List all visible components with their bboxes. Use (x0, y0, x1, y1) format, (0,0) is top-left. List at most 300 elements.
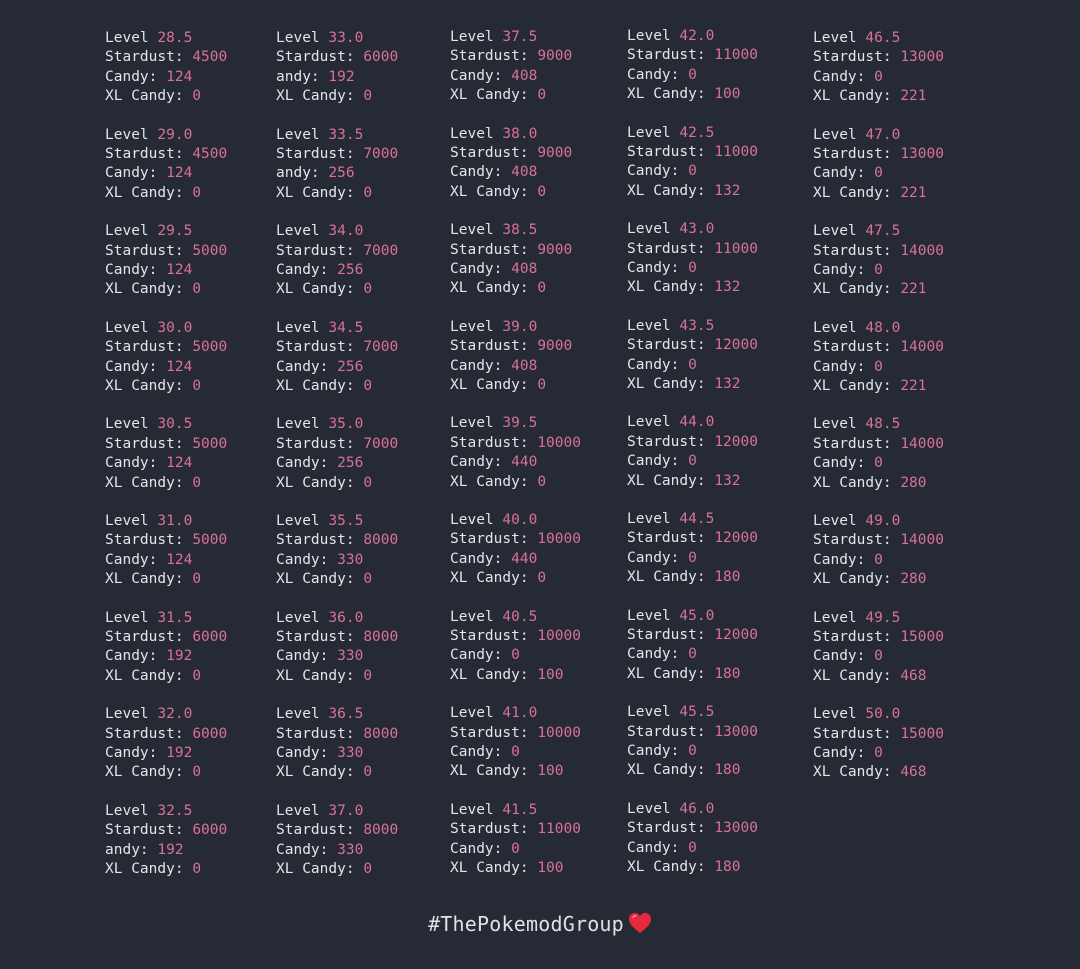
level-line (627, 800, 807, 819)
candy-line-label: Candy: (813, 68, 866, 85)
candy-line-value: 256 (328, 165, 355, 182)
stardust-line (450, 47, 630, 66)
stardust-line-label: Stardust: (276, 242, 355, 259)
xl-candy-line (276, 860, 456, 879)
candy-line-value: 330 (337, 841, 364, 858)
xl-candy-line-label: XL Candy: (450, 87, 529, 104)
candy-line (276, 164, 456, 183)
xl-candy-line (105, 184, 285, 203)
xl-candy-line-value: 180 (714, 569, 741, 586)
xl-candy-line (276, 377, 456, 396)
xl-candy-line-value: 0 (537, 87, 547, 104)
stardust-line-value: 9000 (537, 241, 573, 258)
xl-candy-line-label: XL Candy: (813, 88, 892, 105)
candy-line-label: Candy: (450, 743, 503, 760)
stardust-line (813, 48, 993, 67)
stardust-line (276, 531, 456, 550)
level-line-value: 49.0 (865, 512, 901, 529)
level-line-value: 33.0 (328, 30, 364, 46)
stardust-line-label: Stardust: (450, 241, 529, 258)
xl-candy-line-value: 280 (900, 474, 927, 491)
candy-line-value: 0 (688, 163, 697, 180)
candy-line-value: 0 (511, 840, 520, 857)
candy-line-label: Candy: (276, 551, 329, 568)
candy-line (813, 647, 993, 666)
xl-candy-line-value: 221 (900, 88, 927, 105)
xl-candy-line-label: XL Candy: (105, 281, 184, 298)
xl-candy-line-label: XL Candy: (450, 666, 529, 683)
level-line-value: 47.0 (865, 126, 901, 143)
stardust-line-value: 6000 (363, 49, 399, 66)
stardust-line (105, 338, 285, 357)
candy-line-value: 256 (337, 455, 364, 472)
candy-line (105, 551, 285, 570)
xl-candy-line (450, 859, 630, 878)
xl-candy-line-value: 280 (900, 571, 927, 588)
level-line-label: Level (276, 706, 320, 723)
xl-candy-line (105, 280, 285, 299)
xl-candy-line-value: 0 (192, 764, 202, 781)
level-column (105, 29, 285, 898)
candy-line-value: 124 (166, 551, 193, 568)
level-line-value: 44.0 (679, 414, 715, 431)
candy-line-value: 330 (337, 648, 364, 665)
stardust-line-label: Stardust: (276, 435, 355, 452)
xl-candy-line (627, 85, 807, 104)
candy-line-value: 0 (688, 839, 697, 856)
stardust-line-label: Stardust: (105, 532, 184, 549)
stardust-line-value: 11000 (714, 47, 758, 64)
xl-candy-line-label: XL Candy: (813, 474, 892, 491)
stardust-line-label: Stardust: (450, 434, 529, 451)
candy-line (276, 841, 456, 860)
xl-candy-line-label: XL Candy: (105, 184, 184, 201)
candy-line-value: 408 (511, 164, 538, 181)
stardust-line (276, 242, 456, 261)
stardust-line-value: 12000 (714, 433, 758, 450)
candy-line-value: 0 (688, 453, 697, 470)
candy-line-label: Candy: (105, 68, 158, 85)
level-line-value: 42.0 (679, 28, 715, 44)
level-line-value: 33.5 (328, 126, 364, 143)
xl-candy-line-label: XL Candy: (627, 375, 706, 392)
candy-line (627, 742, 807, 761)
stardust-line-value: 5000 (192, 435, 228, 452)
stardust-line (627, 46, 807, 65)
level-line-label: Level (450, 415, 494, 432)
xl-candy-line-value: 221 (900, 281, 927, 298)
xl-candy-line-value: 221 (900, 184, 927, 201)
candy-line-value: 0 (688, 646, 697, 663)
candy-line-value: 124 (166, 358, 193, 375)
xl-candy-line (450, 183, 630, 202)
xl-candy-line-label: XL Candy: (450, 280, 529, 297)
candy-line-label: Candy: (105, 358, 158, 375)
xl-candy-line (105, 763, 285, 782)
level-line (105, 705, 285, 724)
level-line-label: Level (813, 126, 857, 143)
stardust-line (627, 626, 807, 645)
xl-candy-line-label: XL Candy: (276, 860, 355, 877)
xl-candy-line (813, 570, 993, 589)
stardust-line (450, 241, 630, 260)
level-line (450, 414, 630, 433)
level-line (276, 29, 456, 48)
candy-line-label: Candy: (813, 165, 866, 182)
level-line-value: 48.5 (865, 416, 901, 433)
stardust-line-label: Stardust: (450, 144, 529, 161)
hashtag-text: #ThePokemodGroup (428, 912, 624, 936)
candy-line-label: Candy: (813, 744, 866, 761)
xl-candy-line (276, 184, 456, 203)
xl-candy-line-value: 0 (363, 764, 373, 781)
xl-candy-line-label: XL Candy: (450, 473, 529, 490)
level-line-value: 34.0 (328, 223, 364, 240)
stardust-line-value: 7000 (363, 242, 399, 259)
level-line-value: 40.0 (502, 511, 538, 528)
level-line-label: Level (105, 416, 149, 433)
xl-candy-line (813, 763, 993, 782)
stardust-line-label: Stardust: (627, 433, 706, 450)
level-line-label: Level (627, 28, 671, 44)
xl-candy-line-label: XL Candy: (627, 569, 706, 586)
xl-candy-line-value: 100 (537, 859, 564, 876)
xl-candy-line-value: 0 (192, 88, 202, 105)
level-line-label: Level (813, 706, 857, 723)
xl-candy-line (105, 860, 285, 879)
candy-line-label: Candy: (627, 549, 680, 566)
level-entry (813, 705, 993, 802)
level-line (813, 126, 993, 145)
level-entry (627, 510, 807, 607)
level-entry (450, 221, 630, 318)
candy-line-label: Candy: (627, 742, 680, 759)
stardust-line-label: Stardust: (627, 47, 706, 64)
candy-line-label: Candy: (105, 165, 158, 182)
candy-line (105, 358, 285, 377)
level-entry (813, 222, 993, 319)
level-line (450, 801, 630, 820)
candy-line-label: Candy: (450, 260, 503, 277)
candy-line (813, 551, 993, 570)
stardust-line (450, 820, 630, 839)
stardust-line-value: 6000 (192, 725, 228, 742)
xl-candy-line-label: XL Candy: (105, 474, 184, 491)
candy-line-value: 192 (328, 68, 355, 85)
candy-line (813, 358, 993, 377)
stardust-line (276, 725, 456, 744)
stardust-line-value: 13000 (900, 145, 944, 162)
candy-line-label: Candy: (813, 358, 866, 375)
level-entry (105, 126, 285, 223)
candy-line (276, 454, 456, 473)
level-line-value: 39.0 (502, 318, 538, 335)
candy-line-value: 0 (874, 744, 883, 761)
stardust-line-value: 10000 (537, 627, 581, 644)
stardust-line (627, 819, 807, 838)
xl-candy-line (105, 570, 285, 589)
stardust-line (276, 338, 456, 357)
stardust-line-value: 9000 (537, 338, 573, 355)
candy-line-value: 0 (511, 647, 520, 664)
stardust-line (813, 338, 993, 357)
level-entry (450, 125, 630, 222)
level-line-value: 37.0 (328, 802, 364, 819)
stardust-line (450, 144, 630, 163)
stardust-line-value: 4500 (192, 145, 228, 162)
candy-line (813, 68, 993, 87)
xl-candy-line-label: XL Candy: (627, 182, 706, 199)
stardust-line (450, 530, 630, 549)
level-line-value: 47.5 (865, 223, 901, 240)
candy-line-label: andy: (105, 841, 149, 858)
level-entry (627, 800, 807, 897)
level-line (276, 802, 456, 821)
level-line-label: Level (450, 125, 494, 142)
candy-line-label: andy: (276, 165, 320, 182)
stardust-line-value: 13000 (714, 723, 758, 740)
level-line-label: Level (627, 221, 671, 238)
stardust-line-label: Stardust: (813, 628, 892, 645)
level-line-value: 40.5 (502, 608, 538, 625)
candy-line-label: Candy: (813, 261, 866, 278)
candy-line-value: 440 (511, 550, 538, 567)
xl-candy-line-value: 0 (537, 183, 547, 200)
stardust-line-label: Stardust: (450, 48, 529, 65)
level-entry (627, 27, 807, 124)
candy-line-value: 408 (511, 67, 538, 84)
level-line-label: Level (813, 319, 857, 336)
level-entry (276, 609, 456, 706)
stardust-line-value: 12000 (714, 626, 758, 643)
stardust-line-value: 9000 (537, 144, 573, 161)
level-line-label: Level (450, 222, 494, 239)
level-line-label: Level (276, 223, 320, 240)
stardust-line-label: Stardust: (276, 725, 355, 742)
candy-line-value: 0 (874, 68, 883, 85)
xl-candy-line-value: 0 (192, 860, 202, 877)
candy-line (105, 261, 285, 280)
stardust-line-label: Stardust: (276, 339, 355, 356)
level-line-label: Level (450, 801, 494, 818)
stardust-line-label: Stardust: (450, 338, 529, 355)
stardust-line (813, 242, 993, 261)
stardust-line-value: 8000 (363, 725, 399, 742)
candy-line-value: 408 (511, 357, 538, 374)
level-line-value: 36.5 (328, 706, 364, 723)
xl-candy-line-label: XL Candy: (276, 377, 355, 394)
level-line (450, 704, 630, 723)
level-line-value: 29.5 (157, 223, 193, 240)
stardust-line (450, 337, 630, 356)
xl-candy-line (276, 763, 456, 782)
xl-candy-line-value: 0 (537, 376, 547, 393)
candy-line-value: 330 (337, 551, 364, 568)
xl-candy-line-value: 0 (363, 184, 373, 201)
xl-candy-line (450, 86, 630, 105)
stardust-line (105, 628, 285, 647)
xl-candy-line-label: XL Candy: (276, 474, 355, 491)
level-line-value: 32.5 (157, 802, 193, 819)
level-line-value: 30.5 (157, 416, 193, 433)
level-entry (276, 319, 456, 416)
candy-line-value: 0 (874, 455, 883, 472)
stardust-line-value: 6000 (192, 628, 228, 645)
candy-line-value: 0 (688, 66, 697, 83)
xl-candy-line-label: XL Candy: (105, 377, 184, 394)
level-line (813, 512, 993, 531)
stardust-line-label: Stardust: (105, 435, 184, 452)
stardust-line-label: Stardust: (627, 723, 706, 740)
candy-line-label: Candy: (627, 839, 680, 856)
xl-candy-line (627, 375, 807, 394)
xl-candy-line-value: 0 (363, 860, 373, 877)
stardust-line (813, 435, 993, 454)
xl-candy-line (813, 184, 993, 203)
candy-line (276, 261, 456, 280)
level-column (276, 29, 456, 898)
level-entry (105, 512, 285, 609)
xl-candy-line (450, 569, 630, 588)
level-line (813, 222, 993, 241)
candy-line-label: Candy: (627, 259, 680, 276)
stardust-line-value: 5000 (192, 242, 228, 259)
candy-line (450, 453, 630, 472)
stardust-line-label: Stardust: (105, 822, 184, 839)
xl-candy-line-value: 180 (714, 762, 741, 779)
candy-line (276, 68, 456, 87)
level-line (627, 124, 807, 143)
candy-line (105, 647, 285, 666)
xl-candy-line-label: XL Candy: (627, 858, 706, 875)
stardust-line-label: Stardust: (276, 822, 355, 839)
stardust-line (276, 628, 456, 647)
level-line (450, 608, 630, 627)
candy-line (813, 454, 993, 473)
stardust-line-label: Stardust: (813, 242, 892, 259)
stardust-line-value: 10000 (537, 724, 581, 741)
candy-line (813, 261, 993, 280)
stardust-line-label: Stardust: (627, 530, 706, 547)
level-line-label: Level (813, 223, 857, 240)
candy-line-value: 440 (511, 454, 538, 471)
level-line-value: 46.0 (679, 800, 715, 817)
stardust-line-value: 7000 (363, 339, 399, 356)
stardust-line-value: 10000 (537, 434, 581, 451)
level-line (627, 27, 807, 46)
stardust-line-label: Stardust: (105, 242, 184, 259)
stardust-line (813, 725, 993, 744)
level-entry (450, 511, 630, 608)
candy-line-label: Candy: (813, 648, 866, 665)
level-line (105, 512, 285, 531)
level-entry (105, 415, 285, 512)
candy-line-value: 192 (166, 744, 193, 761)
candy-line-value: 0 (688, 549, 697, 566)
candy-line-value: 124 (166, 165, 193, 182)
level-entry (276, 29, 456, 126)
level-line-label: Level (105, 319, 149, 336)
level-line-label: Level (450, 318, 494, 335)
candy-line (627, 452, 807, 471)
xl-candy-line-label: XL Candy: (627, 279, 706, 296)
level-entry (105, 705, 285, 802)
xl-candy-line-label: XL Candy: (450, 570, 529, 587)
stardust-line-value: 10000 (537, 531, 581, 548)
level-line-label: Level (813, 416, 857, 433)
level-line (627, 317, 807, 336)
candy-line-value: 256 (337, 358, 364, 375)
stardust-line (105, 242, 285, 261)
candy-line (450, 840, 630, 859)
xl-candy-line (276, 87, 456, 106)
stardust-line (105, 725, 285, 744)
candy-line (627, 839, 807, 858)
level-entry (627, 317, 807, 414)
stardust-line-label: Stardust: (276, 532, 355, 549)
candy-line-value: 408 (511, 260, 538, 277)
candy-line-value: 124 (166, 261, 193, 278)
level-line (627, 413, 807, 432)
level-line (813, 705, 993, 724)
candy-line-label: Candy: (450, 357, 503, 374)
level-line-label: Level (105, 512, 149, 529)
xl-candy-line-label: XL Candy: (627, 472, 706, 489)
xl-candy-line (813, 280, 993, 299)
xl-candy-line-label: XL Candy: (813, 377, 892, 394)
level-line (276, 705, 456, 724)
level-line-label: Level (627, 704, 671, 721)
level-line-label: Level (627, 800, 671, 817)
level-entry (276, 802, 456, 899)
stardust-line (276, 821, 456, 840)
stardust-line-value: 11000 (714, 143, 758, 160)
level-line-value: 43.5 (679, 317, 715, 334)
candy-line (105, 841, 285, 860)
level-line-label: Level (276, 319, 320, 336)
level-entry (627, 607, 807, 704)
xl-candy-line-label: XL Candy: (276, 667, 355, 684)
stardust-line-label: Stardust: (105, 339, 184, 356)
level-line (450, 318, 630, 337)
xl-candy-line (627, 278, 807, 297)
level-line (105, 29, 285, 48)
level-line (813, 319, 993, 338)
level-entry (627, 220, 807, 317)
level-entry (105, 319, 285, 416)
candy-line (105, 454, 285, 473)
xl-candy-line-value: 468 (900, 667, 927, 684)
xl-candy-line-label: XL Candy: (105, 667, 184, 684)
xl-candy-line (813, 667, 993, 686)
xl-candy-line-value: 468 (900, 764, 927, 781)
level-entry (276, 512, 456, 609)
candy-line-value: 0 (874, 165, 883, 182)
candy-line-label: Candy: (276, 358, 329, 375)
level-line-value: 37.5 (502, 29, 538, 45)
candy-line-value: 124 (166, 68, 193, 85)
xl-candy-line (627, 568, 807, 587)
candy-line (450, 67, 630, 86)
candy-line (627, 549, 807, 568)
xl-candy-line-label: XL Candy: (813, 764, 892, 781)
level-entry (813, 512, 993, 609)
xl-candy-line (450, 279, 630, 298)
xl-candy-line-label: XL Candy: (813, 281, 892, 298)
level-line-value: 36.0 (328, 609, 364, 626)
level-line-label: Level (627, 510, 671, 527)
stardust-line (450, 627, 630, 646)
